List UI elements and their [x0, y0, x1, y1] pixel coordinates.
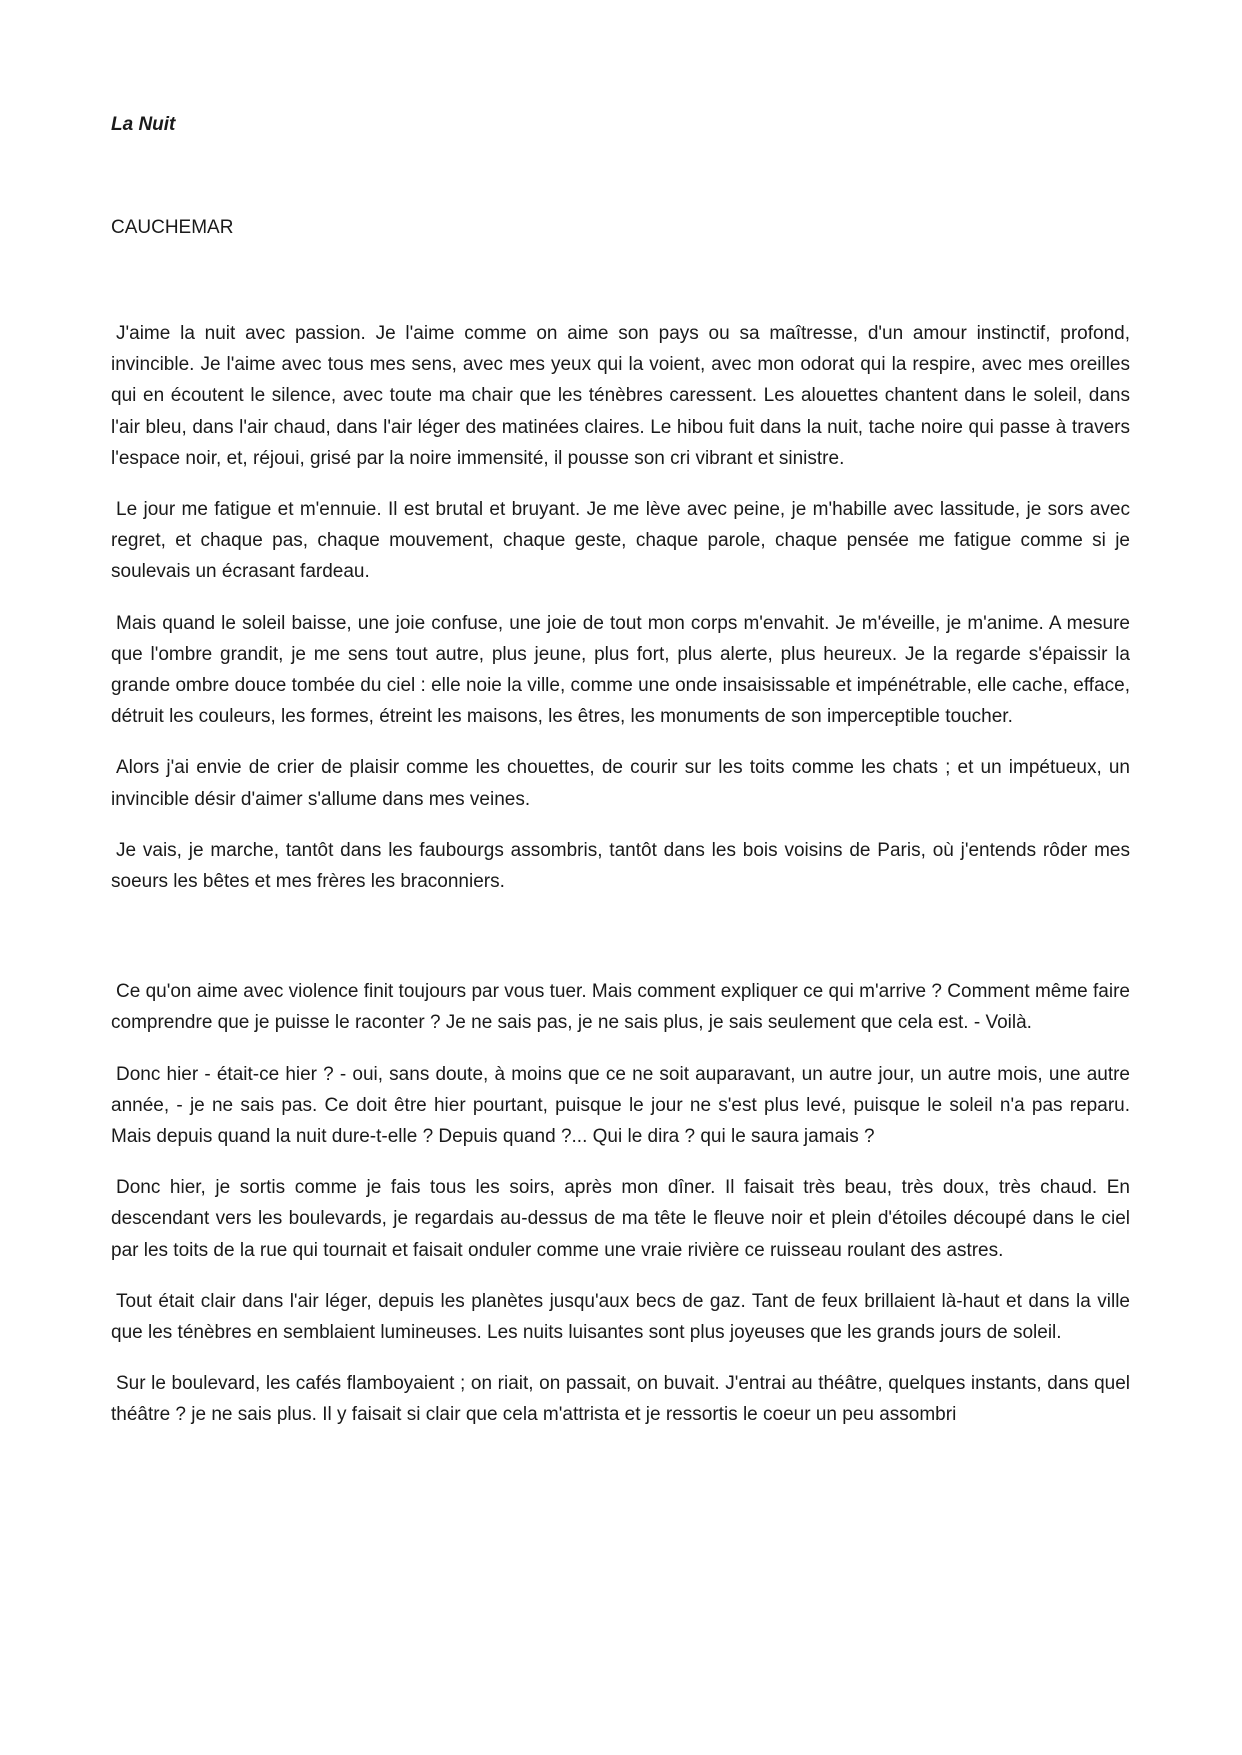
paragraph: Tout était clair dans l'air léger, depuis les planètes jusqu'aux becs de gaz. Tant de feux brillaient là-haut et dans la ville que les ténèbres en semblaient lumineuses. Les nuits luisantes sont plus joyeuses que les grands jours de soleil. — [111, 1290, 1130, 1344]
paragraph: Je vais, je marche, tantôt dans les faubourgs assombris, tantôt dans les bois voisins de Paris, où j'entends rôder mes soeurs les bêtes et mes frères les braconniers. — [111, 839, 1130, 893]
document-body — [111, 318, 1130, 1451]
paragraph: Donc hier - était-ce hier ? - oui, sans doute, à moins que ce ne soit auparavant, un autre jour, un autre mois, une autre année, - je ne sais pas. Ce doit être hier pourtant, puisque le jour ne s'est plus levé, puisque le soleil n'a pas reparu. Mais depuis quand la nuit dure-t-elle ? Depuis quand ?... Qui le dira ? qui le saura jamais ? — [111, 1063, 1130, 1148]
section-heading: CAUCHEMAR — [111, 217, 234, 238]
document-title: La Nuit — [111, 114, 176, 135]
paragraph: J'aime la nuit avec passion. Je l'aime comme on aime son pays ou sa maîtresse, d'un amour instinctif, profond, invincible. Je l'aime avec tous mes sens, avec mes yeux qui la voient, avec mon odorat qui la respire, avec mes oreilles qui en écoutent le silence, avec toute ma chair que les ténèbres caressent. Les alouettes chantent dans le soleil, dans l'air bleu, dans l'air chaud, dans l'air léger des matinées claires. Le hibou fuit dans la nuit, tache noire qui passe à travers l'espace noir, et, réjoui, grisé par la noire immensité, il pousse son cri vibrant et sinistre. — [111, 323, 1130, 469]
section-break — [111, 917, 1130, 976]
paragraph: Alors j'ai envie de crier de plaisir comme les chouettes, de courir sur les toits comme les chats ; et un impétueux, un invincible désir d'aimer s'allume dans mes veines. — [111, 757, 1130, 810]
paragraph: Le jour me fatigue et m'ennuie. Il est brutal et bruyant. Je me lève avec peine, je m'habille avec lassitude, je sors avec regret, et chaque pas, chaque mouvement, chaque geste, chaque parole, chaque pensée me fatigue comme si je soulevais un écrasant fardeau. — [111, 499, 1130, 583]
paragraph: Mais quand le soleil baisse, une joie confuse, une joie de tout mon corps m'envahit. Je m'éveille, je m'anime. A mesure que l'ombre grandit, je me sens tout autre, plus jeune, plus fort, plus alerte, plus heureux. Je la regarde s'épaissir la grande ombre douce tombée du ciel : elle noie la ville, comme une onde insaisissable et impénétrable, elle cache, efface, détruit les couleurs, les formes, étreint les maisons, les êtres, les monuments de son imperceptible toucher. — [111, 612, 1130, 728]
paragraph: Sur le boulevard, les cafés flamboyaient ; on riait, on passait, on buvait. J'entrai au théâtre, quelques instants, dans quel théâtre ? je ne sais plus. Il y faisait si clair que cela m'attrista et je ressortis le coeur un peu assombri — [111, 1373, 1130, 1426]
paragraph: Ce qu'on aime avec violence finit toujours par vous tuer. Mais comment expliquer ce qui m'arrive ? Comment même faire comprendre que je puisse le raconter ? Je ne sais pas, je ne sais plus, je sais seulement que cela est. - Voilà. — [111, 981, 1130, 1034]
paragraph: Donc hier, je sortis comme je fais tous les soirs, après mon dîner. Il faisait très beau, très doux, très chaud. En descendant vers les boulevards, je regardais au-dessus de ma tête le fleuve noir et plein d'étoiles découpé dans le ciel par les toits de la rue qui tournait et faisait onduler comme une vraie rivière ce ruisseau roulant des astres. — [111, 1177, 1130, 1261]
